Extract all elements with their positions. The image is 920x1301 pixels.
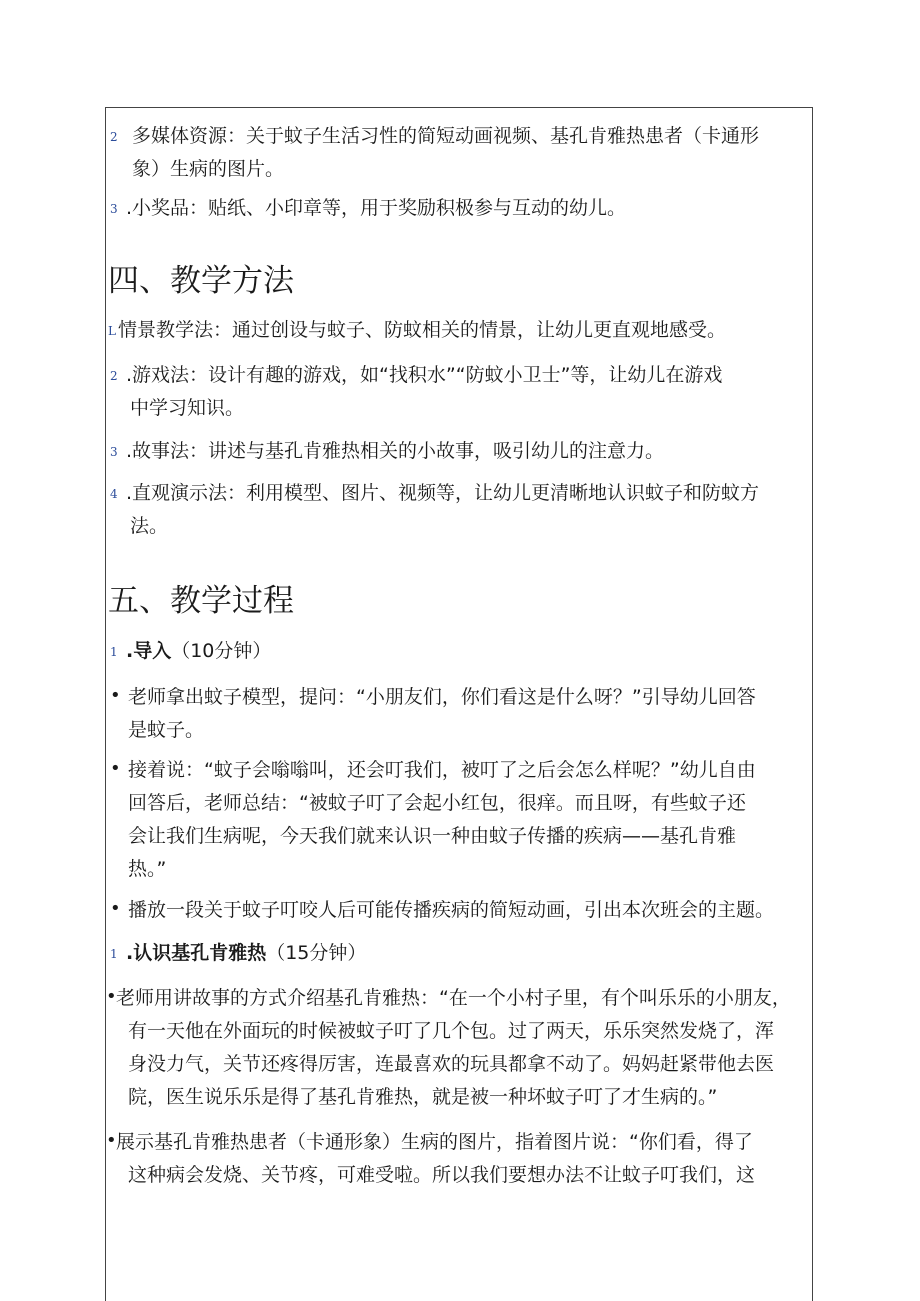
step-title-line	[126, 635, 812, 668]
paragraph-line: 身没力气，关节还疼得厉害，连最喜欢的玩具都拿不动了。妈妈赶紧带他去医	[128, 1053, 775, 1075]
bullet-icon: •	[106, 986, 117, 1007]
step-title-line	[126, 937, 812, 970]
paragraph-line: 是蚊子。	[128, 719, 205, 741]
paragraph-line: 多媒体资源：关于蚊子生活习性的简短动画视频、基孔肯雅热患者（卡通形	[132, 125, 760, 147]
list-number: 3	[110, 202, 118, 216]
paragraph-line: 老师用讲故事的方式介绍基孔肯雅热：“在一个小村子里，有个叫乐乐的小朋友，	[116, 987, 791, 1009]
list-item	[106, 754, 812, 886]
step-duration: （15分钟）	[266, 942, 367, 964]
list-number: L	[108, 324, 116, 338]
bullet-icon: •	[110, 685, 121, 706]
paragraph-line: 情景教学法：通过创设与蚊子、防蚊相关的情景，让幼儿更直观地感受。	[118, 319, 727, 341]
method-item-3	[106, 435, 812, 468]
list-number: 3	[110, 445, 118, 459]
step-1-heading	[106, 635, 812, 668]
bullet-icon: •	[106, 1130, 117, 1151]
step-duration: （10分钟）	[171, 640, 272, 662]
paragraph-line: 象）生病的图片。	[132, 158, 285, 180]
method-item-2	[106, 359, 812, 425]
paragraph-line: 中学习知识。	[130, 397, 245, 419]
step-title: .导入	[126, 640, 172, 662]
paragraph-line: 接着说：“蚊子会嗡嗡叫，还会叮我们，被叮了之后会怎么样呢？”幼儿自由	[128, 759, 756, 781]
paragraph-line: 法。	[130, 515, 169, 537]
method-item-1	[106, 314, 812, 347]
paragraph-line: 热。”	[128, 858, 167, 880]
resource-item-2	[106, 120, 812, 186]
step-2-heading	[106, 937, 812, 970]
paragraph-line: 回答后，老师总结：“被蚊子叮了会起小红包，很痒。而且呀，有些蚊子还	[128, 792, 746, 814]
bullet-icon: •	[110, 898, 121, 919]
paragraph-line: 会让我们生病呢，今天我们就来认识一种由蚊子传播的疾病——基孔肯雅	[128, 825, 737, 847]
paragraph-line: 院，医生说乐乐是得了基孔肯雅热，就是被一种坏蚊子叮了才生病的。”	[128, 1086, 718, 1108]
section-heading-teaching-process: 五、教学过程	[108, 583, 294, 619]
list-item	[106, 894, 812, 927]
paragraph-line: 老师拿出蚊子模型，提问：“小朋友们，你们看这是什么呀？”引导幼儿回答	[128, 686, 756, 708]
list-item	[106, 681, 812, 747]
document-frame	[105, 107, 813, 1301]
method-item-4	[106, 477, 812, 543]
section-heading-teaching-methods: 四、教学方法	[108, 263, 294, 299]
list-number: 4	[110, 487, 118, 501]
list-item	[106, 1126, 812, 1192]
paragraph-line: .游戏法：设计有趣的游戏，如“找积水”“防蚊小卫士”等，让幼儿在游戏	[126, 364, 723, 386]
bullet-icon: •	[110, 758, 121, 779]
list-item	[106, 982, 812, 1114]
list-number: 1	[110, 645, 118, 659]
paragraph-line: .故事法：讲述与基孔肯雅热相关的小故事，吸引幼儿的注意力。	[126, 440, 665, 462]
step-title: .认识基孔肯雅热	[126, 942, 267, 964]
list-number: 1	[110, 947, 118, 961]
paragraph-line: 播放一段关于蚊子叮咬人后可能传播疾病的简短动画，引出本次班会的主题。	[128, 899, 775, 921]
paragraph-line: 这种病会发烧、关节疼，可难受啦。所以我们要想办法不让蚊子叮我们，这	[128, 1164, 756, 1186]
list-number: 2	[110, 130, 118, 144]
list-number: 2	[110, 369, 118, 383]
paragraph-line: .小奖品：贴纸、小印章等，用于奖励积极参与互动的幼儿。	[126, 197, 627, 219]
paragraph-line: .直观演示法：利用模型、图片、视频等，让幼儿更清晰地认识蚊子和防蚊方	[126, 482, 760, 504]
paragraph-line: 有一天他在外面玩的时候被蚊子叮了几个包。过了两天，乐乐突然发烧了，浑	[128, 1020, 775, 1042]
paragraph-line: 展示基孔肯雅热患者（卡通形象）生病的图片，指着图片说：“你们看，得了	[116, 1131, 753, 1153]
resource-item-3	[106, 192, 812, 225]
